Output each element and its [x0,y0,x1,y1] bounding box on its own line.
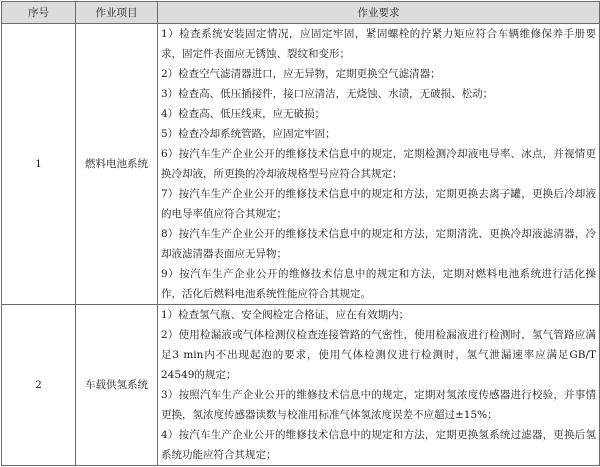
table-row [2,305,600,466]
requirement-line: 9）按汽车生产企业公开的维修技术信息中的规定和方法，定期对燃料电池系统进行活化操作，活化后燃料电池系统性能应符合其规定。 [161,268,596,300]
requirement-line: 1）检查系统安装固定情况，应固定牢固，紧固螺栓的拧紧力矩应符合车辆维修保养手册要求，固定件表面应无锈蚀、裂纹和变形； [161,28,596,60]
row-requirements [158,305,600,466]
row-serial-number: 1 [2,24,76,305]
row-serial-number: 2 [2,305,76,466]
requirement-line: 4）检查高、低压线束，应无破损； [161,108,326,120]
requirement-line: 3）按照汽车生产企业公开的维修技术信息中的规定，定期对氢浓度传感器进行校验，并事情更换，氢浓度传感器读数与校准用标准气体氢浓度误差不应超过±15%； [161,389,596,421]
requirement-line: 1）检查氢气瓶、安全阀检定合格证，应在有效期内； [161,309,410,321]
requirement-line: 2）检查空气滤清器进口，应无异物，定期更换空气滤清器； [161,68,441,80]
requirement-line: 4）按汽车生产企业公开的维修技术信息中的规定和方法，定期更换氢系统过滤器，更换后氢系统功能应符合其规定； [161,429,596,461]
header-work-item: 作业项目 [76,2,158,24]
requirement-line: 6）按汽车生产企业公开的维修技术信息中的规定，定期检测冷却液电导率、冰点，并视情更换冷却液，所更换的冷却液规格型号应符合其规定； [161,148,596,180]
row-work-item: 车载供氢系统 [76,305,158,466]
maintenance-spec-table [1,1,600,466]
row-work-item: 燃料电池系统 [76,24,158,305]
header-serial-number: 序号 [2,2,76,24]
table-row [2,24,600,305]
header-work-requirements: 作业要求 [158,2,600,24]
requirement-line: 3）检查高、低压插接件，接口应清洁，无烧蚀、水渍，无破损、松动； [161,88,494,100]
row-requirements [158,24,600,305]
requirement-line: 2）使用检漏液或气体检测仪检查连接管路的气密性，使用检漏液进行检测时，氢气管路应满足3 min内不出现起泡的要求，使用气体检测仪进行检测时，氢气泄漏速率应满足GB/T 24549的规定； [161,329,596,381]
requirement-line: 8）按汽车生产企业公开的维修技术信息中的规定和方法，定期清洗、更换冷却液滤清器，冷却液滤清器表面应无异物； [161,228,596,260]
requirement-line: 7）按汽车生产企业公开的维修技术信息中的规定和方法，定期更换去离子罐，更换后冷却液的电导率值应符合其规定； [161,188,596,220]
requirement-line: 5）检查冷却系统管路，应固定牢固； [161,128,336,140]
table-header-row [2,2,600,24]
